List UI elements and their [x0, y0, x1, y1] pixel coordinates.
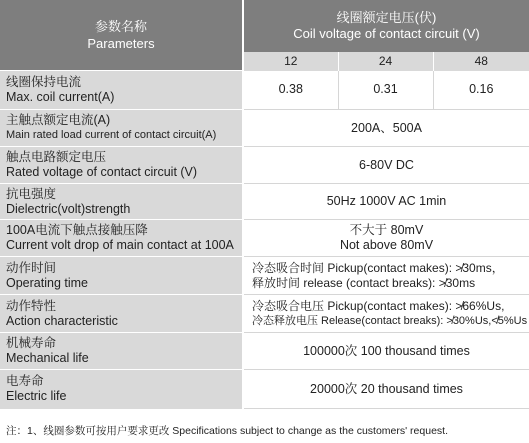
- row-label: [0, 295, 243, 333]
- row-label-en: Current volt drop of main contact at 100A: [6, 238, 234, 252]
- row-value: 200A、500A: [243, 110, 529, 147]
- row-label-en: Action characteristic: [6, 313, 118, 328]
- row-label-cn: 主触点额定电流(A): [6, 113, 111, 127]
- row-value: 20000次 20 thousand times: [243, 370, 529, 409]
- table-row: [0, 220, 529, 257]
- row-value: [243, 257, 529, 295]
- row-value: [243, 295, 529, 333]
- row-label-en: Operating time: [6, 275, 88, 290]
- row-label: [0, 257, 243, 295]
- coil-current-12v: 0.38: [243, 71, 338, 110]
- coil-voltage-header: [243, 0, 529, 52]
- parameters-header-en: Parameters: [87, 36, 155, 51]
- row-label-en: Max. coil current(A): [6, 90, 115, 104]
- row-label-cn: 线圈保持电流: [6, 75, 82, 89]
- row-value-line2: 冷态释放电压 Release(contact breaks): ≯30%Us,≮5%Us: [252, 314, 528, 327]
- row-label: [0, 370, 243, 409]
- parameters-header-cn: 参数名称: [94, 19, 147, 34]
- row-label: [0, 333, 243, 370]
- row-label-en: Electric life: [6, 389, 67, 404]
- table-row: [0, 184, 529, 220]
- table-row: [0, 110, 529, 147]
- coil-current-48v: 0.16: [433, 71, 529, 110]
- row-label-cn: 电寿命: [6, 374, 44, 389]
- parameters-header: [0, 0, 243, 71]
- voltage-12: 12: [243, 52, 338, 71]
- coil-voltage-header-cn: 线圈额定电压(伏): [336, 9, 437, 25]
- row-value-line2: 释放时间 release (contact breaks): ≯30ms: [252, 275, 476, 290]
- row-label-en: Dielectric(volt)strength: [6, 201, 131, 216]
- row-label: [0, 110, 243, 147]
- row-label-cn: 动作特性: [6, 298, 57, 313]
- table-row: [0, 147, 529, 184]
- footnote: 注：1、线圈参数可按用户要求更改 Specifications subject to change as the customers' request.: [6, 425, 448, 437]
- voltage-24: 24: [338, 52, 433, 71]
- row-label: [0, 71, 243, 110]
- table-row: [0, 370, 529, 409]
- table-row: [0, 71, 529, 110]
- table-row: [0, 333, 529, 370]
- row-value-line1: 冷态吸合电压 Pickup(contact makes): ≯66%Us,: [252, 298, 505, 313]
- table-row: [0, 257, 529, 295]
- row-value: 6-80V DC: [243, 147, 529, 184]
- row-label: [0, 147, 243, 184]
- row-label-cn: 动作时间: [6, 260, 57, 275]
- voltage-48: 48: [433, 52, 529, 71]
- row-value: [243, 220, 529, 257]
- row-label-cn: 触点电路额定电压: [6, 150, 107, 164]
- row-value-line1: 冷态吸合时间 Pickup(contact makes): ≯30ms，: [252, 260, 504, 275]
- row-label-en: Mechanical life: [6, 351, 89, 365]
- row-label-cn: 机械寿命: [6, 336, 57, 350]
- row-value: 50Hz 1000V AC 1min: [243, 184, 529, 220]
- coil-voltage-header-en: Coil voltage of contact circuit (V): [293, 25, 480, 41]
- table-row: [0, 295, 529, 333]
- row-label-en: Rated voltage of contact circuit (V): [6, 165, 198, 179]
- coil-current-24v: 0.31: [338, 71, 433, 110]
- row-label-en: Main rated load current of contact circuit(A): [6, 129, 217, 141]
- row-label: [0, 220, 243, 257]
- row-value-line2: Not above 80mV: [339, 238, 434, 252]
- row-label: [0, 184, 243, 220]
- row-label-cn: 100A电流下触点接触压降: [6, 223, 148, 237]
- row-value: 100000次 100 thousand times: [243, 333, 529, 370]
- row-value-line1: 不大于 80mV: [349, 223, 424, 237]
- row-label-cn: 抗电强度: [6, 186, 57, 201]
